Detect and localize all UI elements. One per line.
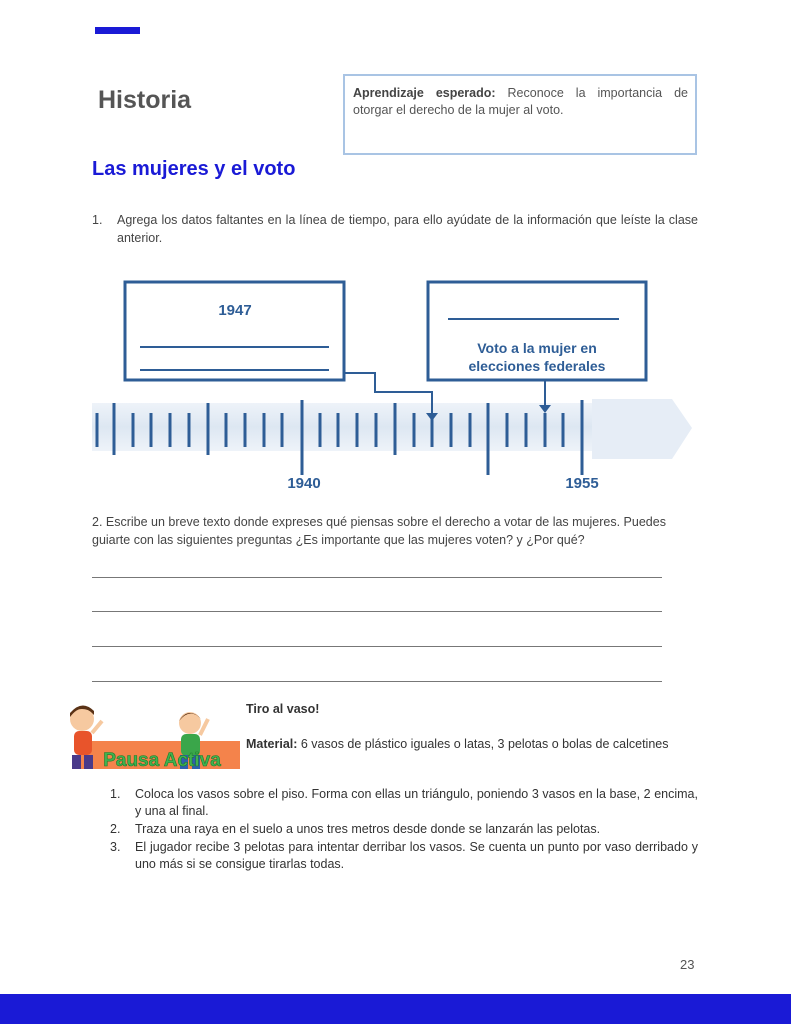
step-number: 3. <box>110 840 121 854</box>
step-text: El jugador recibe 3 pelotas para intentar derribar los vasos. Se cuenta un punto por vaso derribado y uno más si se consigue tirarlas todas. <box>135 840 698 871</box>
timeline-label-1955: 1955 <box>565 475 599 492</box>
timeline-label-1940: 1940 <box>287 475 321 492</box>
step-text: Traza una raya en el suelo a unos tres metros desde donde se lanzarán las pelotas. <box>135 822 601 836</box>
list-item <box>110 839 698 873</box>
pausa-activa-logo <box>66 697 244 773</box>
question-1-text: Agrega los datos faltantes en la línea de tiempo, para ello ayúdate de la información que leíste la clase anterior. <box>117 213 698 245</box>
step-number: 1. <box>110 787 121 801</box>
activity-material <box>246 736 698 753</box>
list-item <box>110 821 698 838</box>
top-accent-bar <box>95 27 140 34</box>
material-text: 6 vasos de plástico iguales o latas, 3 pelotas o bolas de calcetines <box>297 737 669 751</box>
timeline-box2-line2: elecciones federales <box>468 358 606 374</box>
learning-objective-box <box>343 74 697 155</box>
section-title: Las mujeres y el voto <box>92 158 296 180</box>
list-item <box>110 786 698 820</box>
learning-objective-label: Aprendizaje esperado: <box>353 86 496 100</box>
question-2-text: 2. Escribe un breve texto donde expreses qué piensas sobre el derecho a votar de las mujeres. Puedes guiarte con las siguientes preguntas ¿Es importante que las mujeres voten? y ¿Por qué? <box>92 515 666 547</box>
learning-objective-text: Reconoce la importancia de otorgar el derecho de la mujer al voto. <box>353 86 688 117</box>
pausa-activa-text: Pausa Activa <box>103 750 221 771</box>
timeline-box2-line1: Voto a la mujer en <box>477 340 597 356</box>
answer-line-4[interactable] <box>92 681 662 682</box>
answer-line-1[interactable] <box>92 577 662 578</box>
bottom-accent-bar <box>0 994 791 1024</box>
activity-steps-list <box>110 786 698 874</box>
step-number: 2. <box>110 822 121 836</box>
question-1-number: 1. <box>92 213 103 227</box>
timeline-box-1947 <box>125 282 344 380</box>
question-1 <box>92 211 698 247</box>
subject-title: Historia <box>98 86 192 114</box>
activity-title-block <box>246 702 698 716</box>
page-number: 23 <box>680 957 695 972</box>
step-text: Coloca los vasos sobre el piso. Forma con ellas un triángulo, poniendo 3 vasos en la base, 2 encima, y una al final. <box>135 787 698 818</box>
activity-title: Tiro al vaso! <box>246 702 320 716</box>
answer-line-3[interactable] <box>92 646 662 647</box>
material-label: Material: <box>246 737 298 751</box>
timeline-year-1947: 1947 <box>218 302 252 319</box>
timeline-band <box>92 399 692 459</box>
timeline-diagram <box>92 275 698 500</box>
answer-line-2[interactable] <box>92 611 662 612</box>
